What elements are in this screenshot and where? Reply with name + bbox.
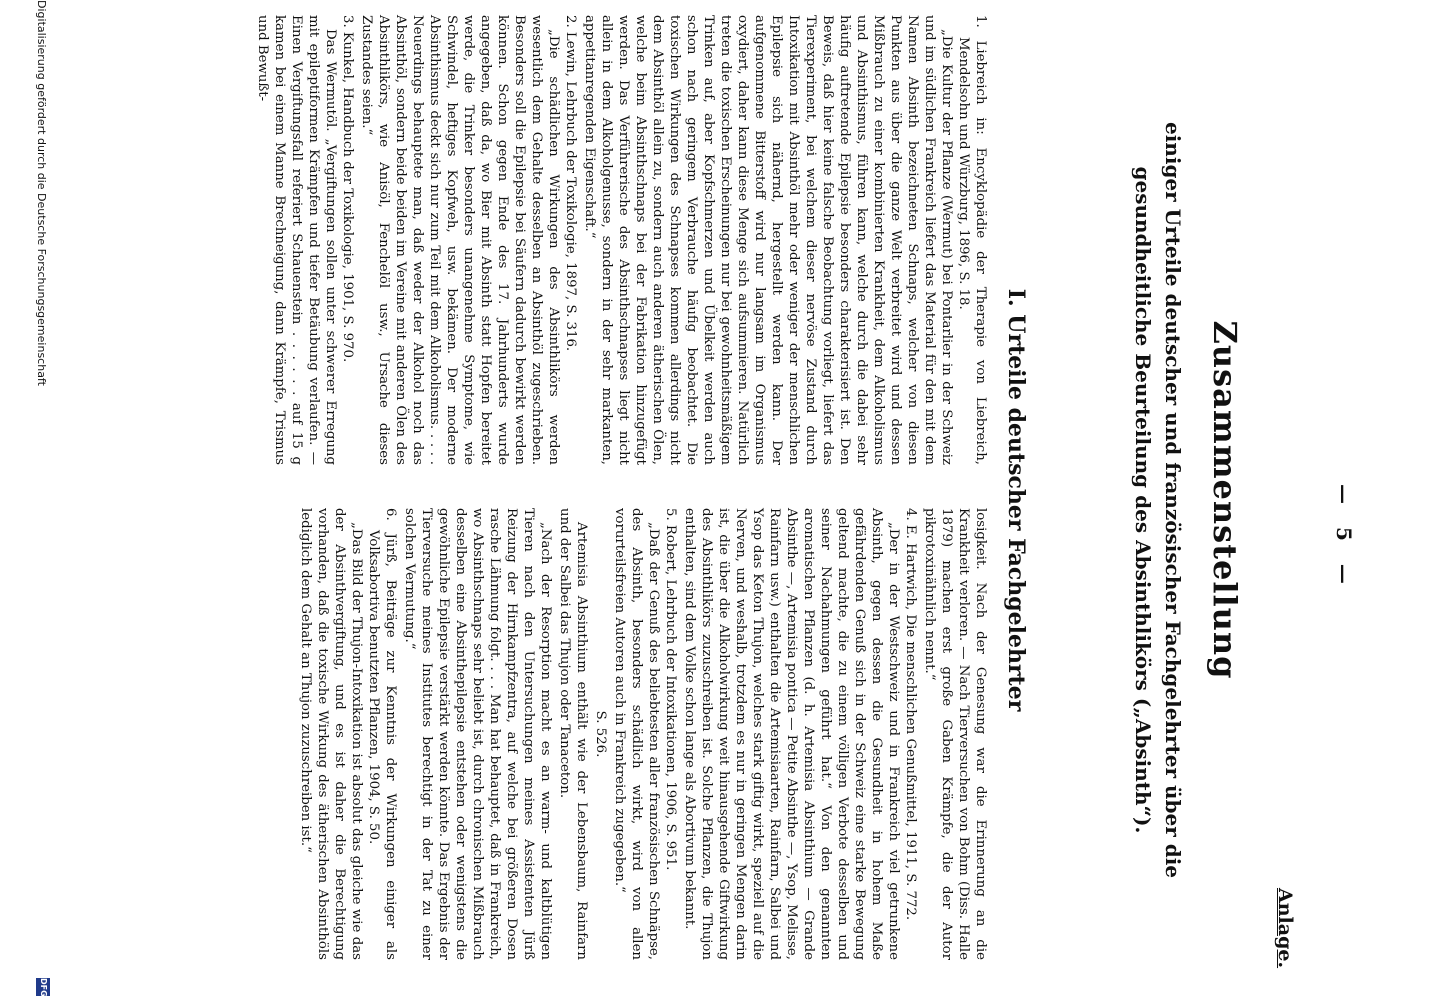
document-subtitle: einiger Urteile deutscher und französischer Fachgelehrter über die gesundheitliche Beurteilung des Absinthlikörs („Absinth“).	[1131, 121, 1185, 879]
entry-2-quote: „Die schädlichen Wirkungen des Absinthlikörs werden wesentlich dem Gehalte desselben an Absinthöl zugeschrieben. Besonders soll die Epilepsie bei Säufern dadurch bewirkt werden können. Schon gegen Ende des 17. Jahrhunderts wurde angegeben, daß da, wo Bier mit Absinth statt Hopfen bereitet werde, die Trinker besonders unangenehme Symptome, wie Schwindel, heftiges Kopfweh, usw. bekämen. Der moderne Absinthismus deckt sich nur zum Teil mit dem Alkoholismus. . . . . Neuerdings behauptete man, daß weder der Alkohol noch das Absinthöl, sondern beide beiden im Vereine mit anderen Ölen des Absinthlikörs, wie Anisöl, Fenchelöl usw., Ursache dieses Zustandes seien.“	[359, 15, 561, 465]
digitization-footer	[35, 0, 48, 1000]
entry-5-citation: 5. Robert, Lehrbuch der Intoxikationen, 1906, S. 951.	[663, 508, 678, 871]
entry-3-quote: Das Wermutöl. „Vergiftungen sollen unter schwerer Erregung mit epileptiformen Krämpfen und tiefer Betäubung verlaufen. — Einen Vergiftungsfall referiert Schauenstein . . . . . . auf 15 g kamen bei einem Manne Brechneigung, dann Krämpfe, Trismus und Bewußt-	[255, 15, 338, 465]
entry-3-continuation: losigkeit. Nach der Genesung war die Erinnerung an die Krankheit verloren. — Nach Tierversuchen von Bohm (Diss. Halle 1879) machen erst große Gaben Krämpfe, die der Autor pikrotoxinähnlich nennt.“	[922, 508, 988, 960]
document-title: Zusammenstellung	[1206, 320, 1244, 680]
dfg-logo: DFG	[36, 978, 50, 996]
entry-3-citation: 3. Kunkel, Handbuch der Toxikologie, 1901, S. 970.	[340, 15, 355, 363]
entry-6-citation: 6. Jürß, Beiträge zur Kenntnis der Wirkungen einiger als Volksabortiva benutzten Pflanzen, 1904, S. 50.	[366, 508, 398, 960]
entry-5-page-ref: S. 526.	[593, 710, 608, 758]
left-column	[252, 15, 989, 465]
anlage-label: Anlage.	[1274, 888, 1296, 969]
section-heading: I. Urteile deutscher Fachgelehrter	[1003, 288, 1029, 712]
entry-5-quote-2: Artemisia Absinthium enthält wie der Lebensbaum, Rainfarn und der Salbei das Thujon oder Tanaceton.	[557, 508, 589, 960]
entry-4-quote: „Der in der Westschweiz und in Frankreich viel getrunkene Absinth, gegen dessen die Gesundheit in hohem Maße gefährdenden Genuß sich in der Schweiz eine starke Bewegung geltend machte, die zu einem völligen Verbote desselben und seiner Nachahmungen geführt hat.“ Von den genannten aromatischen Pflanzen (d. h. Artemisia Absinthium — Grande Absinthe —, Artemisia pontica — Petite Absinthe —, Ysop, Melisse, Rainfarn usw.) enthalten die Artemisiaarten, Rainfarn, Salbei und Ysop das Keton Thujon, welches stark giftig wirkt, speziell auf die Nerven, und weshalb, trotzdem es nur in geringen Mengen darin ist, die über die Alkoholwirkung weit hinausgehende Giftwirkung des Absinthlikörs zuzuschreiben ist. Solche Pflanzen, die Thujon enthalten, sind dem Volke schon lange als Abortivum bekannt.	[682, 508, 901, 960]
digitization-credit: Digitalisierung gefördert durch die Deutsche Forschungsgemeinschaft	[35, 0, 48, 386]
entry-4-citation: 4. E. Hartwich, Die menschlichen Genußmittel, 1911, S. 772.	[903, 508, 918, 921]
entry-1-citation: 1. Liebreich in: Encyklopädie der Therapie von Liebreich, Mendelsohn und Würzburg, 1896, S. 18.	[956, 15, 988, 465]
entry-2-citation: 2. Lewin, Lehrbuch der Toxikologie, 1897, S. 316.	[563, 15, 578, 352]
entry-1-quote: „Die Kultur der Pflanze (Wermut) bei Pontarlier in der Schweiz und im südlichen Frankreich liefert das Material für den mit dem Namen Absinth bezeichneten Schnaps, welcher von diesen Punkten aus über die ganze Welt verbreitet wird und dessen Mißbrauch zu einer kombinierten Krankheit, dem Alkoholismus und Absinthismus, führen kann, welche durch die dabei sehr häufig auftretende Epilepsie besonders charakterisiert ist. Den Beweis, daß hier keine falsche Beobachtung vorliegt, liefert das Tierexperiment, bei welchem dieser nervöse Zustand durch Intoxikation mit Absinthöl mehr oder weniger der menschlichen Epilepsie sich nähernd, hergestellt werden kann. Der aufgenommene Bitterstoff wird nur langsam im Organismus oxydiert, daher kann diese Menge sich aufsummieren. Natürlich treten die toxischen Erscheinungen nur bei gewohnheitsmäßigem Trinken auf, aber Kopfschmerzen und Übelkeit werden auch schon nach geringem Verbrauche häufig beobachtet. Die toxischen Wirkungen des Schnapses kommen allerdings nicht dem Absinthöl allein zu, sondern auch anderen ätherischen Ölen, welche beim Absinthschnaps bei der Fabrikation hinzugefügt werden. Das Verführerische des Absinthschnapses liegt nicht allein in dem Alkoholgenusse, sondern in der sehr markanten, appetitanregenden Eigenschaft.“	[582, 15, 954, 465]
entry-5-quote: „Daß der Genuß des beliebtesten aller französischen Schnäpse, des Absinth, besonders schädlich wirkt, wird von allen vorurteilsfreien Autoren auch in Frankreich zugegeben.“	[612, 508, 661, 960]
page-number: — 5 —	[1332, 484, 1356, 592]
right-column	[295, 508, 989, 960]
entry-6-quote: „Das Bild der Thujon-Intoxikation ist absolut das gleiche wie das der Absinthvergiftung, und es ist daher die Berechtigung vorhanden, daß die toxische Wirkung des ätherischen Absinthöls lediglich dem Gehalt an Thujon zuzuschreiben ist.“	[298, 508, 364, 960]
entry-5-quote-3: „Nach der Resorption macht es an warm- und kaltblütigen Tieren nach den Untersuchungen meines Assistenten Jürß Reizung der Hirnkampfzentra, auf welche bei größeren Dosen rasche Lähmung folgt. . . . Man hat behauptet, daß in Frankreich, wo Absinthschnaps sehr beliebt ist, durch chronischen Mißbrauch desselben eine Absinthepilepsie entstehen oder wenigstens die gewöhnliche Epilepsie verstärkt werden könnte. Das Ergebnis der Tierversuche meines Institutes berechtigt in der Tat zu einer solchen Vermutung.“	[402, 508, 553, 960]
